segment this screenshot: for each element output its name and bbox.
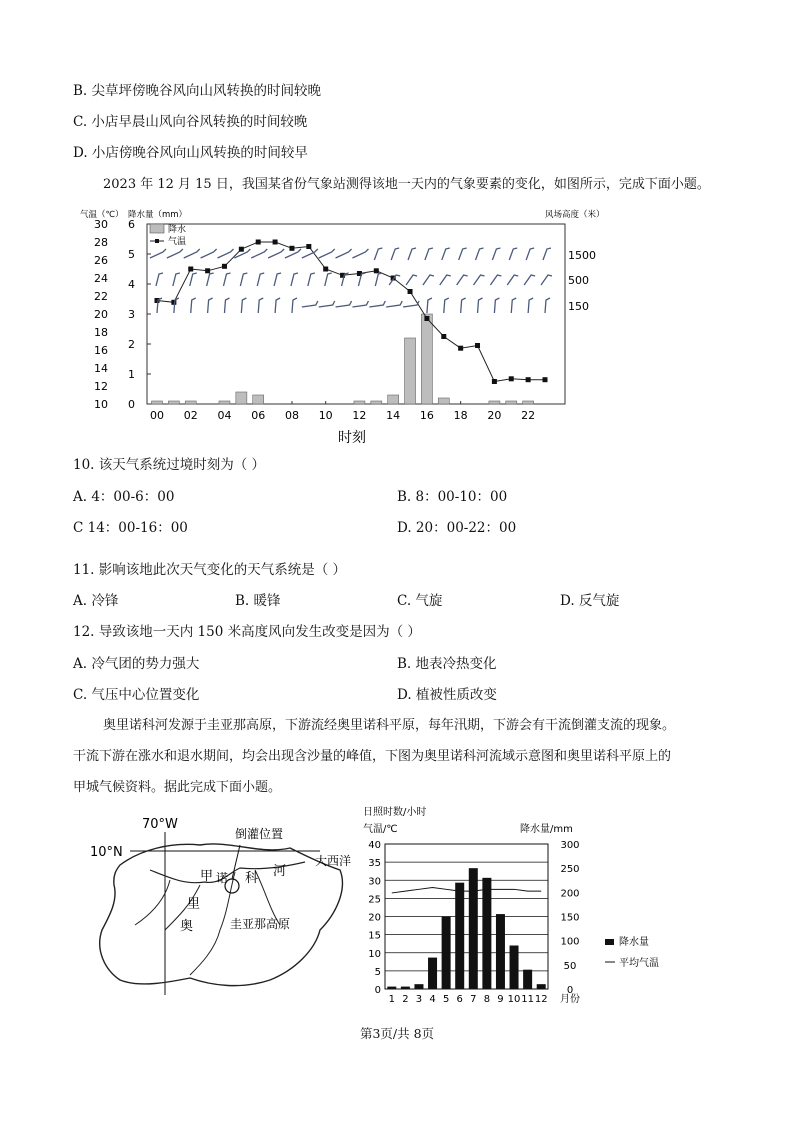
wind-barb [461,298,466,313]
wind-barb [302,249,318,258]
wind-barb [150,249,166,258]
wind-barb [224,298,229,313]
temp-point [408,289,413,294]
wind-barb [352,301,368,307]
x-tick-label: 08 [284,409,299,422]
climate-right-tick-label: 250 [560,864,580,876]
q11-option-b: B. 暖锋 [235,593,281,609]
prev-option-c: C. 小店早晨山风向谷风转换的时间较晚 [73,114,308,130]
x-tick-label: 22 [521,409,536,422]
climate-right-tick-label: 300 [560,840,580,851]
climate-temp-axis-label: 气温/℃ [363,824,398,835]
precip-bar [506,401,517,404]
legend-precip-swatch-2 [605,939,614,945]
precip-bar [219,401,230,404]
wind-barb [292,298,297,313]
wind-barb [457,275,468,285]
climate-left-tick-label: 35 [368,858,381,870]
month-tick-label: 2 [402,994,409,1005]
climate-left-tick-label: 5 [374,966,381,978]
temp-point [509,376,514,381]
backflow-label: 倒灌位置 [235,827,284,841]
climate-precip-bar [414,984,423,989]
climate-precip-bar [523,970,532,989]
intro-paragraph-2-line1: 奥里诺科河发源于圭亚那高原，下游流经奥里诺科平原，每年汛期，下游会有干流倒灌支流的现象。 [103,718,676,733]
wind-barb [374,248,382,260]
precip-bar [421,314,432,404]
q12-option-b: B. 地表冷热变化 [397,656,497,672]
wind-barb [275,298,280,313]
weather-chart [0,200,794,450]
ocean-label: 大西洋 [315,854,352,868]
temp-point [171,300,176,305]
wind-barb [190,273,197,286]
month-tick-label: 6 [456,994,463,1005]
river-name-char-3: 河 [273,864,287,879]
climate-temp-line [392,888,541,893]
temp-point [188,267,193,272]
wind-barb [336,301,352,307]
climate-precip-axis-label: 降水量/mm [520,824,573,835]
temp-point [492,379,497,384]
temp-axis-label: 气温（℃） [80,210,124,220]
wind-barb [156,273,163,286]
climate-precip-bar [387,987,396,989]
temp-tick-label: 18 [94,326,108,339]
temp-point [289,246,294,251]
temp-point [441,334,446,339]
wind-barb [184,249,200,258]
wind-barb [291,273,298,286]
wind-barb [173,273,180,286]
precip-bar [405,338,416,404]
precip-bar [388,395,399,404]
longitude-label: 70°W [142,817,178,832]
wind-barb [201,249,217,258]
wind-barb [217,249,233,258]
climate-left-tick-label: 0 [374,985,381,996]
wind-barb [545,298,550,313]
q11-stem: 11. 影响该地此次天气变化的天气系统是（ ） [73,562,347,578]
temp-point [323,267,328,272]
month-tick-label: 4 [429,994,436,1005]
basin-outline [100,844,343,986]
temp-point [526,377,531,382]
month-tick-label: 9 [497,994,504,1005]
precip-tick-label: 0 [128,398,135,411]
precip-bar [489,401,500,404]
wind-level-label: 500 [568,274,589,287]
temp-tick-label: 16 [94,344,108,357]
precip-tick-label: 2 [128,338,135,351]
legend-precip-swatch [150,224,164,233]
temp-tick-label: 26 [94,254,108,267]
temp-point [155,298,160,303]
precip-bar [523,401,534,404]
month-unit-label: 月份 [560,994,580,1005]
backflow-pointer [232,845,240,879]
river-tributary-1 [190,872,235,975]
month-tick-label: 11 [521,994,534,1005]
wind-barb [257,273,264,286]
intro-paragraph-2-line2: 干流下游在涨水和退水期间，均会出现含沙量的峰值，下图为奥里诺科河流域示意图和奥里诺科平原上的 [73,749,672,764]
temp-point [374,268,379,273]
temp-tick-label: 10 [94,398,108,411]
page-footer: 第3页/共 8页 [359,1026,435,1041]
wind-barb [444,298,449,313]
climate-precip-bar [442,917,451,990]
climate-right-tick-label: 150 [560,912,580,924]
wind-barb [325,273,332,286]
wind-barb [524,275,535,285]
legend-precip-label-2: 降水量 [619,937,649,948]
q10-option-c: C 14：00-16：00 [73,520,188,536]
precip-bar [438,398,449,404]
river-name-char-5: 奥 [180,919,194,934]
q12-stem: 12. 导致该地一天内 150 米高度风向发生改变是因为（ ） [73,624,421,640]
wind-barb [528,298,533,313]
temp-tick-label: 20 [94,308,108,321]
wind-barb [490,275,501,285]
precip-bar [253,395,264,404]
wind-barb [369,301,385,307]
climate-precip-bar [510,946,519,990]
q10-option-a: A. 4：00-6：00 [73,489,175,505]
temp-point [222,264,227,269]
legend-temp-marker [155,239,159,243]
temp-point [205,268,210,273]
climate-left-tick-label: 20 [368,912,381,924]
prev-option-d: D. 小店傍晚谷风向山风转换的时间较早 [73,145,308,161]
precip-bar [354,401,365,404]
precip-bar [371,401,382,404]
wind-barb [251,249,267,258]
x-tick-label: 06 [251,409,266,422]
x-tick-label: 18 [453,409,468,422]
climate-precip-bar [496,914,505,989]
wind-barb [240,273,247,286]
latitude-label: 10°N [90,845,123,860]
month-tick-label: 1 [388,994,395,1005]
temp-tick-label: 24 [94,272,108,285]
climate-precip-bar [482,878,491,989]
wind-barb [442,248,450,260]
wind-barb [319,301,335,307]
wind-barb [509,248,517,260]
x-tick-label: 02 [183,409,198,422]
plateau-label: 圭亚那高原 [230,917,291,931]
q12-option-d: D. 植被性质改变 [397,687,497,703]
precip-axis-label: 降水量（mm） [128,210,188,220]
precip-bar [168,401,179,404]
x-tick-label: 14 [386,409,401,422]
wind-barb [406,275,417,285]
x-tick-label: 20 [487,409,502,422]
legend-precip-label: 降水 [168,225,187,235]
month-tick-label: 10 [507,994,521,1005]
wind-barb [507,275,518,285]
wind-barb [425,248,433,260]
climate-right-tick-label: 50 [563,960,577,972]
temp-tick-label: 28 [94,236,108,249]
wind-barb [268,249,284,258]
temp-line [157,242,545,382]
x-tick-label: 04 [217,409,232,422]
climate-left-tick-label: 10 [368,948,381,960]
climate-right-tick-label: 200 [560,888,580,900]
precip-bar [236,392,247,404]
temp-point [256,240,261,245]
q11-option-c: C. 气旋 [397,593,443,609]
climate-right-tick-label: 0 [566,985,574,996]
temp-point [273,240,278,245]
climate-precip-bar [401,987,410,989]
q10-stem: 10. 该天气系统过境时刻为（ ） [73,457,266,473]
temp-tick-label: 22 [94,290,108,303]
x-tick-label: 16 [419,409,434,422]
q11-option-a: A. 冷锋 [73,593,119,609]
month-tick-label: 3 [415,994,423,1005]
legend-temp-label: 气温 [168,237,187,247]
wind-barb [526,248,534,260]
wind-barb [386,301,402,307]
wind-barb [492,248,500,260]
climate-right-tick-label: 100 [560,936,580,948]
temp-tick-label: 14 [94,362,108,375]
climate-precip-bar [455,883,464,989]
wind-barb [274,273,281,286]
x-tick-label: 12 [352,409,367,422]
q10-option-d: D. 20：00-22：00 [397,520,517,536]
wind-barb [223,273,230,286]
temp-tick-label: 12 [94,380,108,393]
orinoco-basin-map [80,810,360,1010]
x-tick-label: 10 [318,409,333,422]
temp-point [458,346,463,351]
wind-barb [336,249,352,258]
q11-option-d: D. 反气旋 [560,593,620,609]
temp-point [306,244,311,249]
wind-barb [511,298,516,313]
wind-barb [391,248,399,260]
climate-chart [355,802,685,1012]
month-tick-label: 5 [442,994,450,1005]
precip-tick-label: 5 [128,248,135,261]
wind-barb [478,298,483,313]
month-tick-label: 7 [470,994,477,1005]
river-name-char-1: 诺 [216,871,229,885]
temp-tick-label: 30 [94,218,108,231]
wind-barb [474,275,485,285]
climate-left-tick-label: 25 [368,894,381,906]
q12-option-a: A. 冷气团的势力强大 [73,656,200,672]
climate-precip-bar [537,984,546,989]
wind-barb [459,248,467,260]
climate-left-tick-label: 15 [368,930,381,942]
prev-option-b: B. 尖草坪傍晚谷风向山风转换的时间较晚 [73,83,322,99]
wind-level-label: 1500 [568,249,596,262]
wind-barb [191,298,196,313]
q12-option-c: C. 气压中心位置变化 [73,687,200,703]
wind-barb [258,298,263,313]
wind-barb [308,273,315,286]
climate-precip-bar [428,958,437,989]
month-tick-label: 8 [483,994,491,1005]
wind-barb [541,275,552,285]
wind-barb [494,298,499,313]
city-jia-label: 甲 [200,869,214,884]
wind-barb [302,301,318,307]
wind-barb [543,248,551,260]
sunshine-axis-label: 日照时数/小时 [363,807,427,818]
precip-bar [152,401,163,404]
wind-barb [207,273,214,286]
wind-level-label: 150 [568,300,589,313]
wind-barb [167,249,183,258]
wind-barb [352,249,368,258]
precip-tick-label: 4 [128,278,135,291]
river-name-char-2: 科 [245,871,259,886]
legend-temp-label-2: 平均气温 [619,958,659,969]
precip-tick-label: 3 [128,308,135,321]
climate-left-tick-label: 40 [368,840,381,851]
climate-precip-bar [469,868,478,989]
river-name-char-4: 里 [187,897,201,912]
temp-point [239,247,244,252]
x-tick-label: 00 [150,409,164,422]
intro-paragraph-1: 2023 年 12 月 15 日，我国某省份气象站测得该地一天内的气象要素的变化，如图所示，完成下面小题。 [103,177,710,192]
q10-option-b: B. 8：00-10：00 [397,489,508,505]
month-tick-label: 12 [534,994,548,1005]
x-axis-title: 时刻 [338,430,366,446]
wind-barb [440,275,451,285]
temp-point [424,316,429,321]
wind-height-label: 风场高度（米） [545,210,605,220]
wind-barb [408,248,416,260]
wind-barb [208,298,213,313]
precip-tick-label: 1 [128,368,135,381]
plot-frame [147,224,565,404]
precip-tick-label: 6 [128,218,135,231]
wind-barb [423,275,434,285]
temp-point [543,377,548,382]
wind-barb [375,273,382,286]
wind-barb [319,249,335,258]
precip-bar [185,401,196,404]
temp-point [475,343,480,348]
climate-left-tick-label: 30 [368,876,381,888]
wind-barb [427,298,432,313]
wind-barb [241,298,246,313]
intro-paragraph-2-line3: 甲城气候资料。据此完成下面小题。 [73,780,282,795]
wind-barb [476,248,484,260]
